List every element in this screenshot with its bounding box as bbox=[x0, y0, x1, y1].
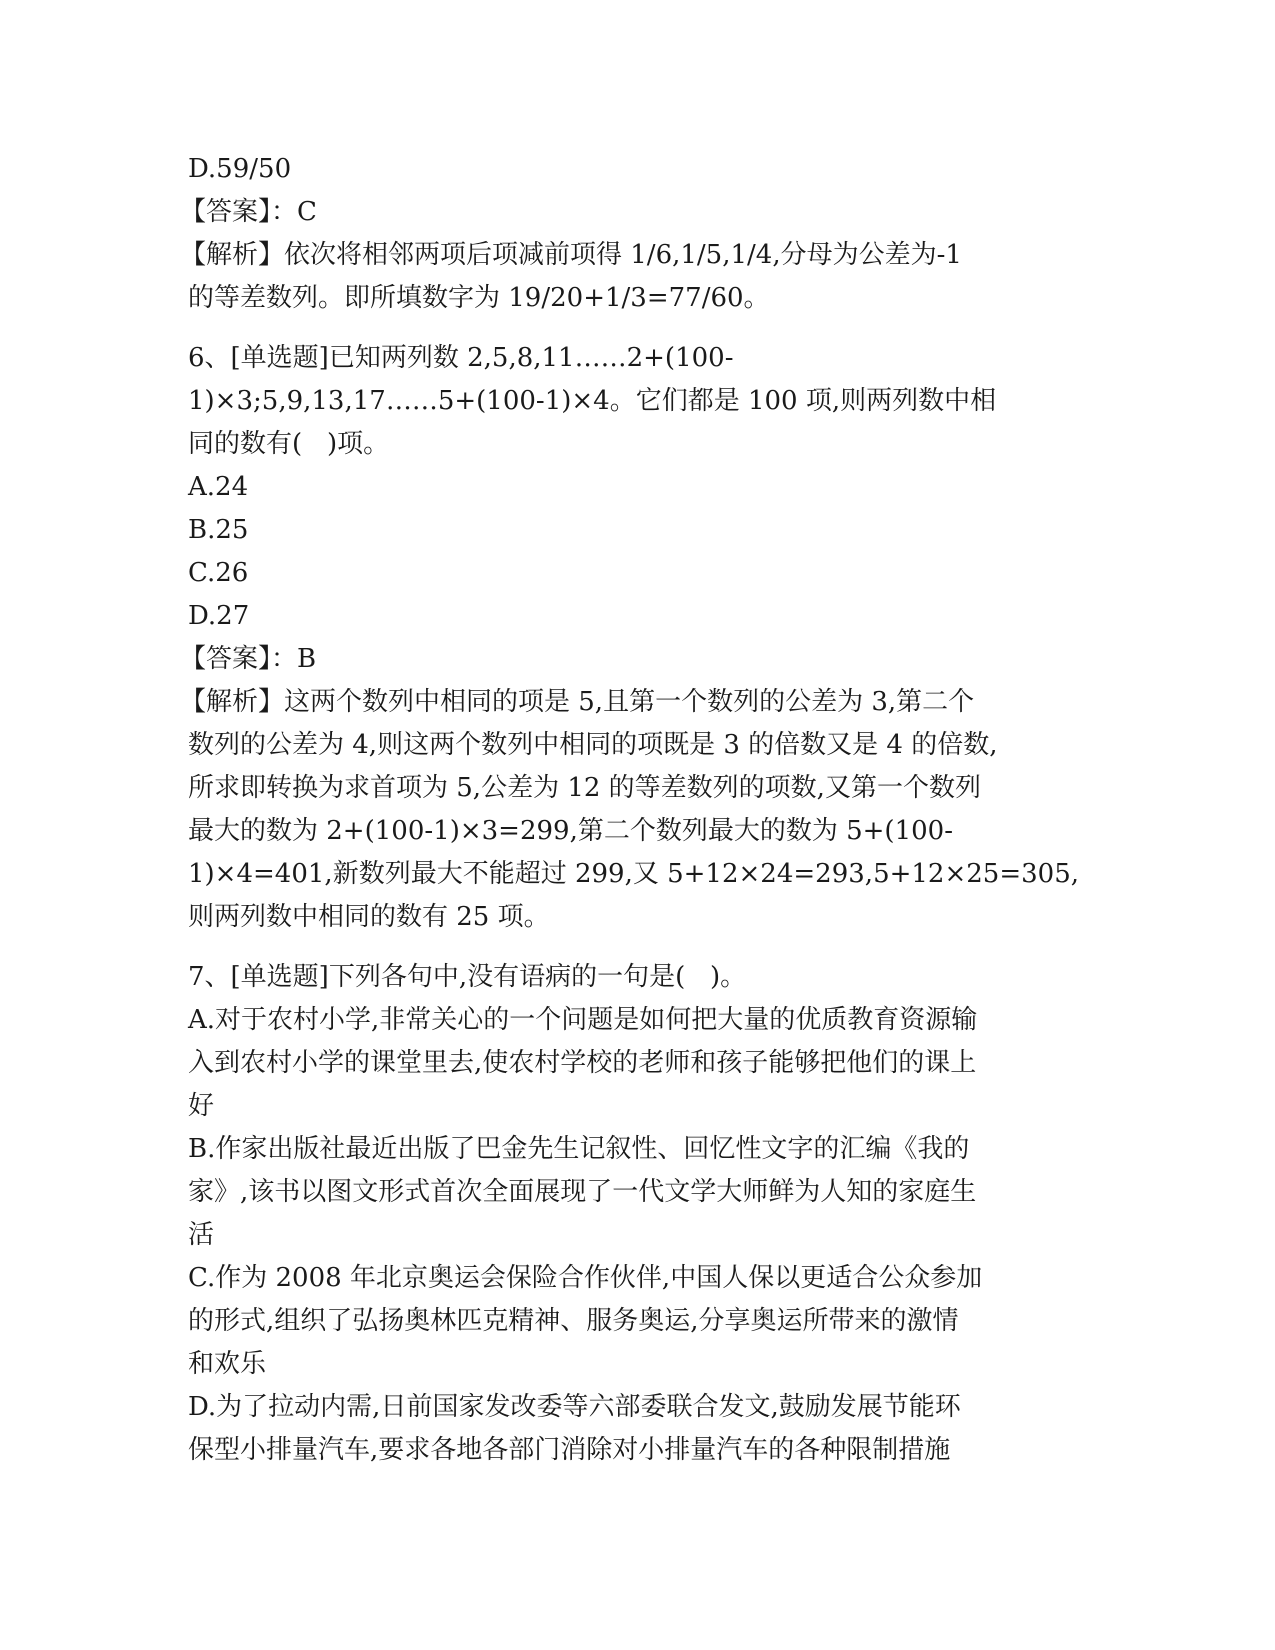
q7-option-b-line-2: 家》,该书以图文形式首次全面展现了一代文学大师鲜为人知的家庭生 bbox=[188, 1177, 977, 1207]
q6-option-c: C.26 bbox=[188, 558, 249, 588]
q6-options bbox=[188, 466, 1098, 638]
q7-option-a-line-1: A.对于农村小学,非常关心的一个问题是如何把大量的优质教育资源输 bbox=[188, 1005, 978, 1035]
q7-option-d-line-2: 保型小排量汽车,要求各地各部门消除对小排量汽车的各种限制措施 bbox=[188, 1435, 951, 1465]
q7-stem: 7、[单选题]下列各句中,没有语病的一句是( )。 bbox=[188, 962, 747, 992]
q5-analysis-line-2: 的等差数列。即所填数字为 19/20+1/3=77/60。 bbox=[188, 283, 770, 313]
q6-analysis-line-6: 则两列数中相同的数有 25 项。 bbox=[188, 902, 550, 932]
q6-option-a: A.24 bbox=[188, 472, 249, 502]
q6-analysis-line-5: 1)×4=401,新数列最大不能超过 299,又 5+12×24=293,5+12×25=305, bbox=[188, 859, 1080, 889]
q7-option-d bbox=[188, 1386, 1098, 1472]
q7-option-b bbox=[188, 1128, 1098, 1257]
q6-analysis bbox=[180, 681, 1098, 939]
question-5-tail bbox=[180, 148, 1098, 320]
q7-option-a-line-3: 好 bbox=[188, 1091, 215, 1121]
q7-option-b-line-3: 活 bbox=[188, 1220, 215, 1250]
q6-option-d: D.27 bbox=[188, 601, 250, 631]
q6-stem-line-2: 1)×3;5,9,13,17……5+(100-1)×4。它们都是 100 项,则两列数中相 bbox=[188, 386, 997, 416]
q6-option-b: B.25 bbox=[188, 515, 249, 545]
question-6 bbox=[180, 337, 1098, 939]
q7-option-c-line-2: 的形式,组织了弘扬奥林匹克精神、服务奥运,分享奥运所带来的激情 bbox=[188, 1306, 959, 1336]
q6-stem-line-3: 同的数有( )项。 bbox=[188, 429, 390, 459]
q7-option-d-line-1: D.为了拉动内需,日前国家发改委等六部委联合发文,鼓励发展节能环 bbox=[188, 1392, 961, 1422]
q6-analysis-line-4: 最大的数为 2+(100-1)×3=299,第二个数列最大的数为 5+(100- bbox=[188, 816, 953, 846]
q6-stem-line-1: 6、[单选题]已知两列数 2,5,8,11……2+(100- bbox=[188, 343, 734, 373]
q7-option-c-line-3: 和欢乐 bbox=[188, 1349, 267, 1379]
q5-analysis bbox=[180, 234, 1098, 320]
q6-analysis-line-3: 所求即转换为求首项为 5,公差为 12 的等差数列的项数,又第一个数列 bbox=[188, 773, 981, 803]
q7-option-c bbox=[188, 1257, 1098, 1386]
q6-stem bbox=[188, 337, 1098, 466]
q6-analysis-line-2: 数列的公差为 4,则这两个数列中相同的项既是 3 的倍数又是 4 的倍数, bbox=[188, 730, 998, 760]
q7-option-a-line-2: 入到农村小学的课堂里去,使农村学校的老师和孩子能够把他们的课上 bbox=[188, 1048, 977, 1078]
q5-answer: 【答案】：C bbox=[180, 197, 317, 227]
question-7 bbox=[188, 956, 1098, 1472]
document-page bbox=[180, 148, 1098, 1472]
q7-option-a bbox=[188, 999, 1098, 1128]
q6-answer: 【答案】：B bbox=[180, 644, 317, 674]
q7-option-b-line-1: B.作家出版社最近出版了巴金先生记叙性、回忆性文字的汇编《我的 bbox=[188, 1134, 970, 1164]
q5-analysis-line-1: 【解析】依次将相邻两项后项减前项得 1/6,1/5,1/4,分母为公差为-1 bbox=[180, 240, 962, 270]
q6-analysis-line-1: 【解析】这两个数列中相同的项是 5,且第一个数列的公差为 3,第二个 bbox=[180, 687, 975, 717]
q7-option-c-line-1: C.作为 2008 年北京奥运会保险合作伙伴,中国人保以更适合公众参加 bbox=[188, 1263, 983, 1293]
q5-option-d: D.59/50 bbox=[188, 154, 292, 184]
